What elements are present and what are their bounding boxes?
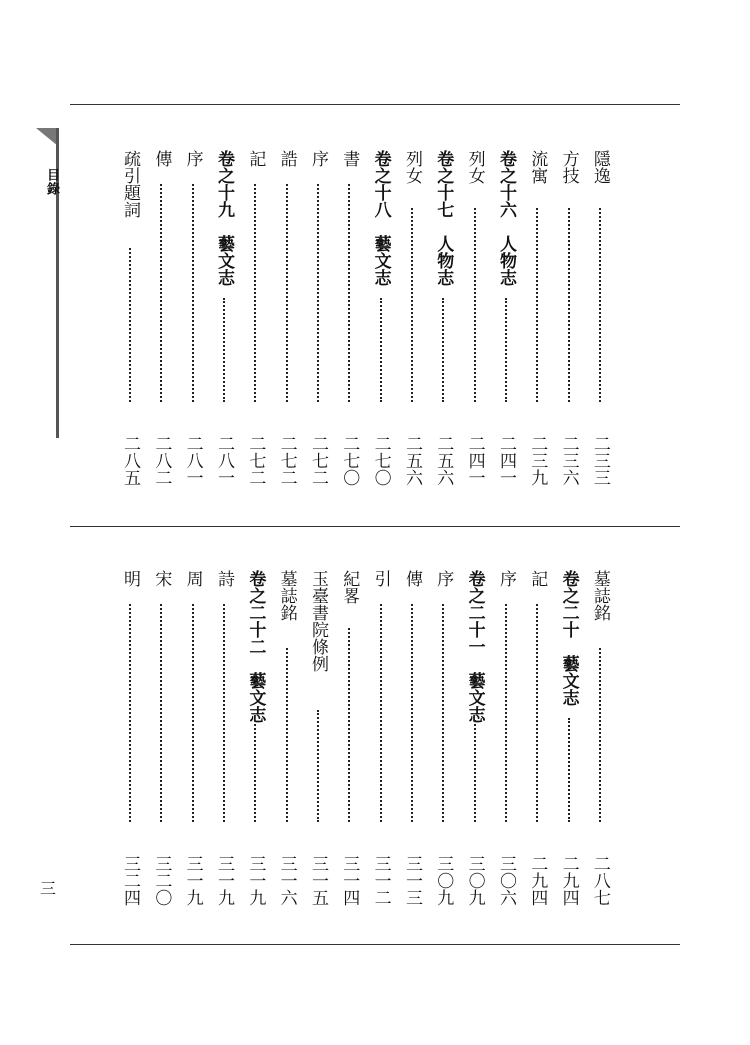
toc-entry-title: 玉臺書院條例 [307, 570, 328, 672]
toc-entry-title: 序 [182, 150, 203, 167]
toc-entry [590, 150, 610, 486]
toc-entry [433, 570, 453, 906]
toc-entry-page: 二八一 [182, 435, 203, 486]
toc-entry [371, 150, 391, 486]
toc-entry-title: 宋 [151, 570, 172, 587]
toc-entry [371, 570, 391, 906]
toc-entry-page: 三一九 [213, 855, 234, 906]
toc-entry [339, 570, 359, 906]
toc-entry-page: 二九四 [527, 855, 548, 906]
leader-dots [223, 298, 225, 402]
leader-dots [286, 184, 288, 402]
leader-dots [599, 208, 601, 402]
toc-entry-title: 卷之二十 藝文志 [558, 570, 579, 706]
toc-entry-title: 卷之十九 藝文志 [213, 150, 234, 286]
toc-entry-title: 傳 [151, 150, 172, 167]
toc-entry [120, 570, 140, 906]
toc-entry-page: 三〇九 [433, 855, 454, 906]
leader-dots [254, 720, 256, 822]
leader-dots [348, 184, 350, 402]
toc-entry-title: 列女 [464, 150, 485, 184]
toc-entry-page: 二四一 [495, 435, 516, 486]
toc-entry-title: 記 [245, 150, 266, 167]
leader-dots [568, 208, 570, 402]
toc-entry-title: 卷之十七 人物志 [433, 150, 454, 286]
leader-dots [223, 604, 225, 822]
toc-entry [496, 570, 516, 906]
toc-entry-page: 三一九 [182, 855, 203, 906]
toc-entry-page: 二八七 [589, 855, 610, 906]
leader-dots [380, 604, 382, 822]
toc-entry-title: 序 [495, 570, 516, 587]
toc-entry-page: 二八五 [120, 435, 140, 486]
middle-rule [70, 526, 680, 527]
toc-entry [590, 570, 610, 906]
toc-entry [245, 150, 265, 486]
leader-dots [286, 648, 288, 822]
toc-entry [277, 150, 297, 486]
toc-entry [496, 150, 516, 486]
leader-dots [254, 184, 256, 402]
toc-entry-page: 二五六 [433, 435, 454, 486]
leader-dots [160, 604, 162, 822]
toc-entry-title: 墓誌銘 [276, 570, 297, 621]
leader-dots [474, 208, 476, 402]
toc-entry-title: 傳 [401, 570, 422, 587]
toc-entry-title: 引 [370, 570, 391, 587]
toc-entry [559, 570, 579, 906]
leader-dots [568, 718, 570, 822]
toc-entry-page: 三〇九 [464, 855, 485, 906]
toc-entry-title: 隱逸 [589, 150, 610, 184]
toc-entry [214, 150, 234, 486]
toc-entry-page: 二八二 [151, 435, 172, 486]
toc-entry-page: 三一五 [307, 855, 328, 906]
toc-entry [183, 570, 203, 906]
toc-entry-title: 卷之二十一 藝文志 [464, 570, 485, 723]
corner-tab-icon [36, 128, 58, 146]
toc-entry-title: 流寓 [527, 150, 548, 184]
toc-entry-title: 詩 [213, 570, 234, 587]
toc-entry [339, 150, 359, 486]
toc-entry [183, 150, 203, 486]
toc-entry [277, 570, 297, 906]
leader-dots [192, 184, 194, 402]
toc-entry-title: 疏引題詞 [120, 150, 140, 218]
toc-entry-page: 三一九 [245, 855, 266, 906]
toc-entry [308, 150, 328, 486]
toc-entry-title: 誥 [276, 150, 297, 167]
leader-dots [442, 604, 444, 822]
leader-dots [160, 184, 162, 402]
leader-dots [129, 248, 131, 402]
leader-dots [536, 208, 538, 402]
toc-entry-page: 二七二 [276, 435, 297, 486]
toc-entry-title: 方技 [558, 150, 579, 184]
toc-entry-title: 卷之二十二 藝文志 [245, 570, 266, 723]
toc-entry-page: 二七〇 [339, 435, 360, 486]
leader-dots [505, 604, 507, 822]
toc-entry-page: 三一六 [276, 855, 297, 906]
toc-entry [151, 150, 171, 486]
toc-entry-page: 二三三 [589, 435, 610, 486]
toc-upper-panel [120, 150, 610, 486]
leader-dots [192, 604, 194, 822]
toc-entry-page: 二八一 [213, 435, 234, 486]
toc-entry-page: 二七二 [245, 435, 266, 486]
toc-entry-page: 二五六 [401, 435, 422, 486]
leader-dots [317, 710, 319, 822]
toc-entry-title: 序 [433, 570, 454, 587]
toc-entry-page: 三一二 [370, 855, 391, 906]
page-number: 三 [40, 879, 57, 898]
leader-dots [129, 604, 131, 822]
toc-entry [120, 150, 140, 486]
leader-dots [505, 298, 507, 402]
toc-entry-title: 序 [307, 150, 328, 167]
side-section-title: 目錄 [44, 168, 59, 196]
leader-dots [442, 298, 444, 402]
toc-entry-page: 三一三 [401, 855, 422, 906]
toc-entry-title: 墓誌銘 [589, 570, 610, 621]
toc-entry-page: 三二四 [120, 855, 140, 906]
toc-entry [527, 150, 547, 486]
toc-entry-page: 二七二 [307, 435, 328, 486]
leader-dots [599, 648, 601, 822]
leader-dots [317, 184, 319, 402]
toc-entry-title: 周 [182, 570, 203, 587]
toc-entry-page: 二四一 [464, 435, 485, 486]
toc-entry [308, 570, 328, 906]
toc-entry [214, 570, 234, 906]
toc-entry [559, 150, 579, 486]
toc-entry [433, 150, 453, 486]
toc-entry-page: 二三六 [558, 435, 579, 486]
toc-entry [527, 570, 547, 906]
toc-entry-title: 書 [339, 150, 360, 167]
toc-entry-title: 記 [527, 570, 548, 587]
leader-dots [474, 720, 476, 822]
toc-lower-panel [120, 570, 610, 906]
toc-entry-page: 二七〇 [370, 435, 391, 486]
toc-entry-title: 明 [120, 570, 140, 587]
leader-dots [348, 628, 350, 822]
leader-dots [411, 604, 413, 822]
toc-entry [465, 570, 485, 906]
leader-dots [380, 298, 382, 402]
toc-entry [402, 570, 422, 906]
toc-entry-title: 列女 [401, 150, 422, 184]
toc-entry [245, 570, 265, 906]
toc-entry-title: 紀畧 [339, 570, 360, 604]
toc-entry-page: 三一四 [339, 855, 360, 906]
toc-entry [151, 570, 171, 906]
leader-dots [536, 604, 538, 822]
top-rule [70, 104, 680, 105]
toc-entry-page: 二九四 [558, 855, 579, 906]
toc-entry-page: 三〇六 [495, 855, 516, 906]
toc-entry-page: 三二〇 [151, 855, 172, 906]
toc-entry-title: 卷之十六 人物志 [495, 150, 516, 286]
toc-entry [465, 150, 485, 486]
leader-dots [411, 208, 413, 402]
toc-entry-page: 二三九 [527, 435, 548, 486]
bottom-rule [70, 944, 680, 945]
toc-entry-title: 卷之十八 藝文志 [370, 150, 391, 286]
toc-entry [402, 150, 422, 486]
